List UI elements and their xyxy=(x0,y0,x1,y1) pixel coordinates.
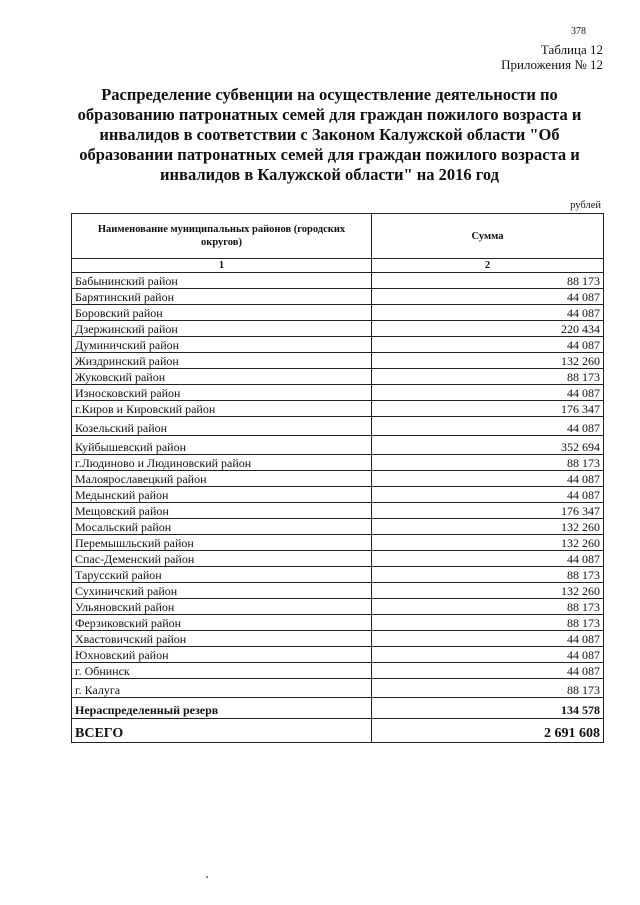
district-name: Хвастовичский район xyxy=(72,631,372,647)
district-name: г. Обнинск xyxy=(72,663,372,679)
district-name: г.Киров и Кировский район xyxy=(72,401,372,417)
district-name: Спас-Деменский район xyxy=(72,551,372,567)
district-amount: 352 694 xyxy=(372,436,604,455)
district-amount: 88 173 xyxy=(372,615,604,631)
district-name: Барятинский район xyxy=(72,289,372,305)
table-row xyxy=(72,273,604,289)
table-header-row xyxy=(72,214,604,259)
district-amount: 44 087 xyxy=(372,385,604,401)
total-row xyxy=(72,719,604,743)
table-row xyxy=(72,631,604,647)
column-number: 1 xyxy=(72,259,372,273)
district-name: Ульяновский район xyxy=(72,599,372,615)
district-name: г. Калуга xyxy=(72,679,372,698)
district-amount: 176 347 xyxy=(372,401,604,417)
document-title: Распределение субвенции на осуществление деятельности по образованию патронатных семей для граждан пожилого возраста и инвалидов в соответствии с Законом Калужской области "Об образовании патронатных семей для граждан пожилого возраста и инвалидов в Калужской области" на 2016 год xyxy=(77,85,582,184)
district-amount: 88 173 xyxy=(372,567,604,583)
column-number: 2 xyxy=(372,259,604,273)
district-amount: 44 087 xyxy=(372,663,604,679)
district-amount: 88 173 xyxy=(372,369,604,385)
table-row xyxy=(72,369,604,385)
total-amount: 2 691 608 xyxy=(372,719,604,743)
district-amount: 132 260 xyxy=(372,535,604,551)
reserve-amount: 134 578 xyxy=(372,698,604,719)
table-row xyxy=(72,567,604,583)
table-row xyxy=(72,663,604,679)
district-amount: 88 173 xyxy=(372,599,604,615)
district-amount: 132 260 xyxy=(372,519,604,535)
table-row xyxy=(72,487,604,503)
appendix-reference: Приложения № 12 xyxy=(501,57,603,72)
table-row xyxy=(72,385,604,401)
table-row xyxy=(72,455,604,471)
table-row xyxy=(72,535,604,551)
district-name: Боровский район xyxy=(72,305,372,321)
subvention-table xyxy=(71,213,604,743)
district-name: Думиничский район xyxy=(72,337,372,353)
table-row xyxy=(72,599,604,615)
district-name: Перемышльский район xyxy=(72,535,372,551)
district-name: Медынский район xyxy=(72,487,372,503)
table-row xyxy=(72,305,604,321)
district-name: Мосальский район xyxy=(72,519,372,535)
district-amount: 44 087 xyxy=(372,289,604,305)
district-name: Козельский район xyxy=(72,417,372,436)
total-label: ВСЕГО xyxy=(72,719,372,743)
table-reference: Таблица 12 xyxy=(540,42,603,57)
district-amount: 44 087 xyxy=(372,337,604,353)
currency-note: рублей xyxy=(570,200,601,211)
table-row xyxy=(72,471,604,487)
table-body xyxy=(72,273,604,698)
table-row xyxy=(72,321,604,337)
district-amount: 132 260 xyxy=(372,583,604,599)
reserve-row xyxy=(72,698,604,719)
district-amount: 88 173 xyxy=(372,273,604,289)
scan-speck xyxy=(206,876,208,878)
table-row xyxy=(72,615,604,631)
district-amount: 88 173 xyxy=(372,679,604,698)
district-name: Сухиничский район xyxy=(72,583,372,599)
district-amount: 176 347 xyxy=(372,503,604,519)
district-name: Жиздринский район xyxy=(72,353,372,369)
table-row xyxy=(72,647,604,663)
district-amount: 132 260 xyxy=(372,353,604,369)
table-row xyxy=(72,337,604,353)
table-row xyxy=(72,436,604,455)
district-amount: 44 087 xyxy=(372,417,604,436)
district-amount: 220 434 xyxy=(372,321,604,337)
table-row xyxy=(72,353,604,369)
district-name: г.Людиново и Людиновский район xyxy=(72,455,372,471)
district-name: Тарусский район xyxy=(72,567,372,583)
district-name: Жуковский район xyxy=(72,369,372,385)
district-name: Мещовский район xyxy=(72,503,372,519)
table-row xyxy=(72,503,604,519)
district-name: Износковский район xyxy=(72,385,372,401)
district-name: Куйбышевский район xyxy=(72,436,372,455)
column-header-sum: Сумма xyxy=(372,214,604,259)
column-number-row xyxy=(72,259,604,273)
district-amount: 88 173 xyxy=(372,455,604,471)
district-name: Ферзиковский район xyxy=(72,615,372,631)
table-row xyxy=(72,679,604,698)
reserve-label: Нераспределенный резерв xyxy=(72,698,372,719)
district-amount: 44 087 xyxy=(372,551,604,567)
table-row xyxy=(72,401,604,417)
table-row xyxy=(72,417,604,436)
table-row xyxy=(72,551,604,567)
column-header-name: Наименование муниципальных районов (городских округов) xyxy=(72,214,372,259)
district-name: Дзержинский район xyxy=(72,321,372,337)
district-amount: 44 087 xyxy=(372,647,604,663)
district-amount: 44 087 xyxy=(372,305,604,321)
district-amount: 44 087 xyxy=(372,471,604,487)
district-amount: 44 087 xyxy=(372,487,604,503)
table-row xyxy=(72,289,604,305)
table-row xyxy=(72,583,604,599)
district-name: Бабынинский район xyxy=(72,273,372,289)
district-name: Юхновский район xyxy=(72,647,372,663)
page-number: 378 xyxy=(571,26,586,37)
district-name: Малоярославецкий район xyxy=(72,471,372,487)
district-amount: 44 087 xyxy=(372,631,604,647)
table-row xyxy=(72,519,604,535)
